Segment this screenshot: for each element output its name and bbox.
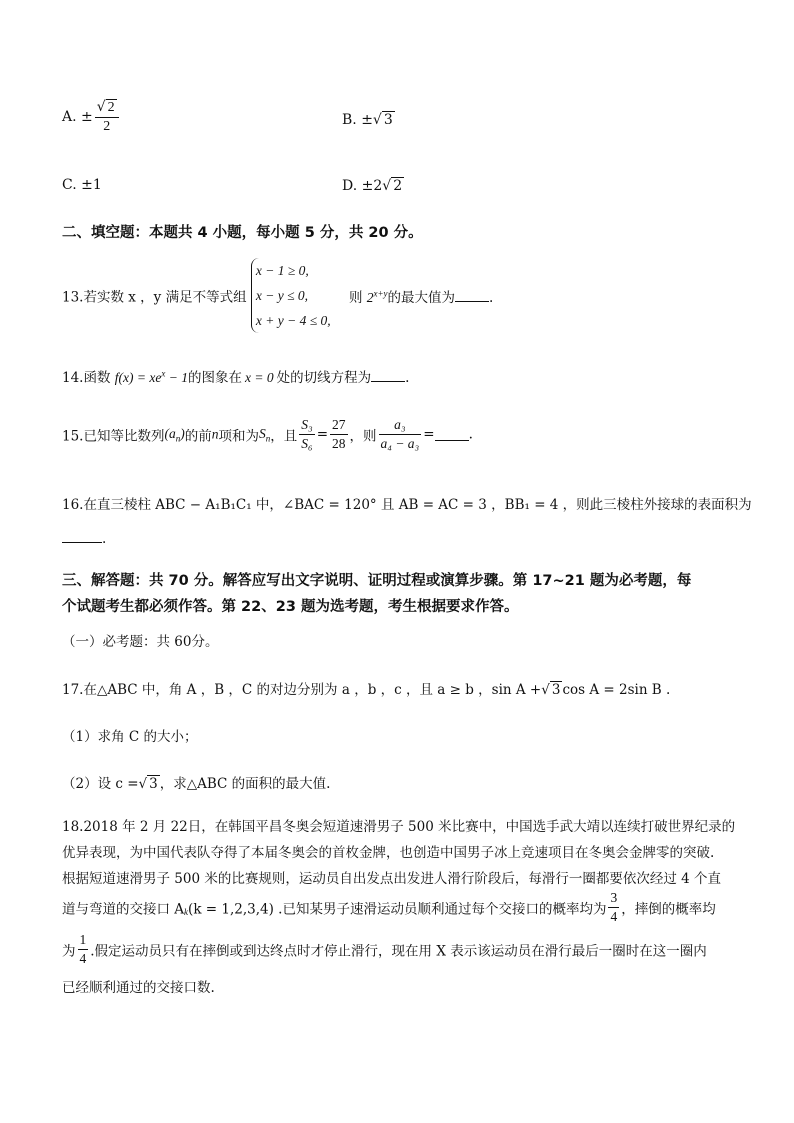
q18-line-2: 优异表现，为中国代表队夺得了本届冬奥会的首枚金牌，也创造中国男子冰上竞速项目在冬奥会金牌零的突破.: [62, 845, 715, 861]
q15-n: n: [211, 426, 219, 442]
q15-eq: =: [316, 426, 328, 443]
option-c: [62, 177, 102, 193]
q13-constraint-system: [251, 258, 331, 333]
option-a-denominator: 2: [103, 119, 111, 134]
q15-f1-num: S₃: [299, 416, 314, 435]
q14-point: x = 0: [244, 370, 274, 385]
q15-fraction-2: [330, 416, 348, 453]
q18-f1-den: 4: [610, 909, 618, 924]
q14-minus: − 1: [165, 370, 188, 385]
option-b: B. ±√ 3: [342, 112, 393, 128]
q18-line5-tail: .假定运动员只有在摔倒或到达终点时才停止滑行，现在用 X 表示该运动员在滑行最后一圈时在这一圈内: [90, 943, 707, 960]
q18-line-4: [62, 889, 716, 926]
q17-p2-lead: （2）设 c =: [62, 776, 139, 792]
q17-part-2: （2）设 c =√ 3 ，求△ABC 的面积的最大值.: [62, 776, 331, 792]
q17-part-1: （1）求角 C 的大小；: [62, 729, 198, 745]
q16-answer-blank: [62, 530, 102, 543]
q15-seq-close: ): [180, 425, 185, 441]
q13-answer-blank: [455, 289, 489, 302]
question-15: 15.已知等比数列$(a_n)$的前n项和为$S_n$，且 $\frac{\text{S₃}}{\text{S₆}}$ = $\frac{27}{28}$ ，则 $\frac{\text{a₃}}{\text{a₄ − a₃}}$ = .: [62, 417, 473, 451]
q15-mid2: 项和为: [218, 428, 259, 445]
q15-S-sub: n: [265, 433, 271, 444]
q15-fraction-1: [299, 416, 314, 453]
q18-f2-num: 1: [78, 931, 89, 950]
option-d-prefix: D. ±2: [342, 178, 383, 194]
q14-exponent: x: [161, 368, 166, 379]
option-a-prefix: A. ±: [62, 109, 93, 125]
option-a: [62, 98, 121, 136]
q13-constraint-3: x + y − 4 ≤ 0,: [255, 313, 331, 328]
q15-f1-den: S₆: [301, 436, 313, 451]
q15-f2-num: 27: [330, 416, 348, 435]
q18-fraction-2: [78, 931, 89, 968]
section-3-heading-line-2: 个试题考生都必须作答。第 22、23 题为选考题，考生根据要求作答。: [62, 599, 519, 615]
q18-line-1: 18.2018 年 2 月 22日，在韩国平昌冬奥会短道速滑男子 500 米比赛中，中国选手武大靖以连续打破世界纪录的: [62, 819, 736, 835]
q15-S: S: [258, 425, 266, 441]
q15-answer-blank: [435, 428, 469, 441]
q13-constraint-1: x − 1 ≥ 0,: [255, 263, 309, 278]
option-b-prefix: B. ±: [342, 112, 373, 128]
q13-constraint-2: x − y ≤ 0,: [255, 288, 309, 303]
q18-fraction-1: [608, 889, 619, 926]
q15-f2-den: 28: [332, 436, 346, 451]
q17-lead: 17.在△ABC 中，角 A ，B ，C 的对边分别为 a ，b ，c ，且 a ≥ b ，sin A +: [62, 682, 542, 698]
option-a-fraction: $\frac{√ 2}{2}$: [95, 98, 119, 136]
q17-tail: cos A = 2sin B .: [562, 682, 671, 698]
q14-lead: 14.函数: [62, 370, 111, 386]
option-a-numerator: 2: [107, 100, 115, 115]
question-16: [62, 493, 752, 513]
section-3-heading-line-1: 三、解答题：共 70 分。解答应写出文字说明、证明过程或演算步骤。第 17~21 题为必考题，每: [62, 573, 692, 589]
q17-p2-radicand: 3: [149, 776, 158, 792]
q17-radicand: 3: [551, 682, 561, 698]
q18-line-5: [62, 931, 707, 968]
q13-exponent: x+y: [373, 288, 388, 298]
option-b-radicand: 3: [383, 112, 393, 128]
q18-line-6: 已经顺利通过的交接口数.: [62, 980, 215, 996]
q15-seq: (a: [164, 425, 176, 441]
q13-then: 则: [348, 289, 363, 306]
q18-f1-num: 3: [608, 889, 619, 908]
q15-f3-num: a₃: [379, 416, 422, 435]
q18-line4-tail: ，摔倒的概率均: [621, 901, 716, 918]
part-1-label: （一）必考题：共 60分。: [62, 634, 219, 650]
q14-tail: 处的切线方程为: [276, 370, 372, 386]
q15-fraction-3: [379, 416, 422, 453]
q18-line4-mid: (k = 1,2,3,4) .已知某男子速滑运动员顺利通过每个交接口的概率均为: [188, 901, 607, 918]
section-2-heading: 二、填空题：本题共 4 小题，每小题 5 分，共 20 分。: [62, 225, 423, 241]
option-d: D. ±2√ 2: [342, 178, 403, 194]
question-14: 14.函数 $f(x) = xe^x - 1$的图象在 x = 0 处的切线方程为 .: [62, 368, 410, 386]
q18-line5-lead: 为: [62, 943, 76, 960]
q16-answer-line: .: [62, 530, 106, 547]
q15-mid: 的前: [184, 428, 212, 445]
option-c-label: C. ±1: [62, 177, 102, 193]
q13-tail: 的最大值为: [387, 289, 456, 306]
q14-answer-blank: [371, 369, 405, 382]
q13-base: 2: [366, 289, 374, 305]
q15-seq-sub: n: [175, 433, 181, 444]
q16-text: 16.在直三棱柱 ABC − A₁B₁C₁ 中，∠BAC = 120° 且 AB = AC = 3 ，BB₁ = 4 ，则此三棱柱外接球的表面积为: [62, 497, 752, 513]
question-13: 13.若实数 x ，y 满足不等式组 x − 1 ≥ 0, x − y ≤ 0, x + y − 4 ≤ 0, 则 $2^{x+y}$的最大值为 .: [62, 258, 493, 333]
q17-p2-tail: ，求△ABC 的面积的最大值.: [159, 776, 331, 792]
q15-and: ，且: [270, 428, 298, 445]
q15-then: ，则: [349, 428, 377, 445]
q18-line-3: 根据短道速滑男子 500 米的比赛规则，运动员自出发点出发进人滑行阶段后，每滑行一圈都要依次经过 4 个直: [62, 871, 722, 887]
q18-line4-sub: k: [184, 907, 189, 917]
q15-tail: =: [423, 426, 435, 443]
q18-line4-lead: 道与弯道的交接口 A: [62, 901, 185, 918]
q14-function: f(x) = xe: [114, 370, 162, 385]
option-d-radicand: 2: [393, 178, 403, 194]
q15-lead: 15.已知等比数列: [62, 428, 165, 445]
question-17: 17.在△ABC 中，角 A ，B ，C 的对边分别为 a ，b ，c ，且 a ≥ b ，sin A +√ 3 cos A = 2sin B .: [62, 682, 671, 698]
q15-f3-den: a₄ − a₃: [380, 436, 420, 451]
q18-f2-den: 4: [79, 951, 87, 966]
q13-lead: 13.若实数 x ，y 满足不等式组: [62, 289, 247, 306]
q14-mid: 的图象在: [187, 370, 242, 386]
